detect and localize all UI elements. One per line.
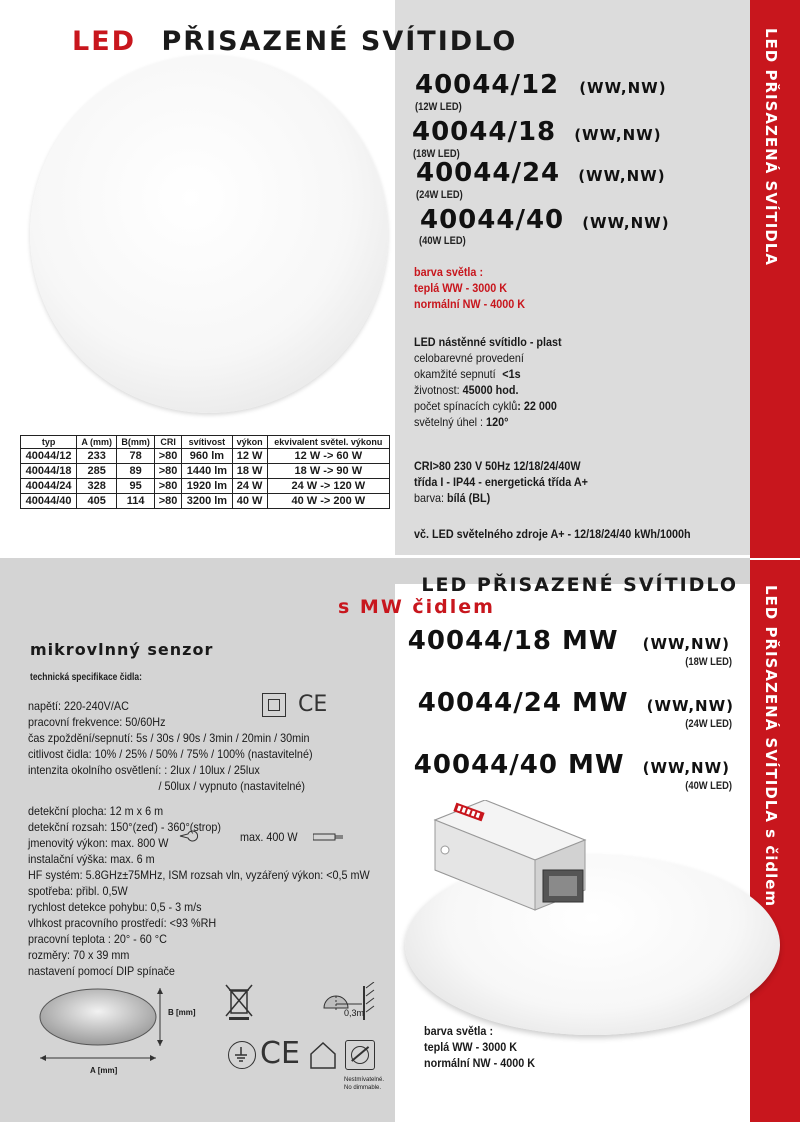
title-led: LED xyxy=(72,26,137,57)
sensor-spec-list xyxy=(28,698,408,979)
spec-line: instalační výška: max. 6 m xyxy=(28,852,155,866)
description-line: okamžité sepnutí <1s xyxy=(414,367,521,381)
model-power: (40W LED) xyxy=(685,780,732,792)
table-row: 40044/24 328 95 >80 1920 lm 24 W 24 W -> 120 W xyxy=(21,479,390,494)
color-temp-heading: barva světla : xyxy=(424,1024,494,1038)
model-power: (12W LED) xyxy=(415,101,462,113)
description-line: počet spínacích cyklů: 22 000 xyxy=(414,399,557,413)
table-header: výkon xyxy=(232,436,267,449)
model-power: (18W LED) xyxy=(685,656,732,668)
table-header: svítivost xyxy=(182,436,232,449)
spec-line: HF systém: 5.8GHz±75MHz, ISM rozsah vln, vyzářený výkon: <0,5 mW xyxy=(28,868,370,882)
dim-b-label: B [mm] xyxy=(168,1008,196,1017)
model-row xyxy=(416,158,666,188)
spec-line: napětí: 220-240V/AC xyxy=(28,699,129,713)
spec-line: rozměry: 70 x 39 mm xyxy=(28,948,130,962)
color-temp-heading: barva světla : xyxy=(414,265,484,279)
tech-line: CRI>80 230 V 50Hz 12/18/24/40W xyxy=(414,459,581,473)
bottom-title-sub: s MW čidlem xyxy=(338,596,495,618)
model-variant: (WW,NW) xyxy=(642,759,730,777)
spec-spacer xyxy=(28,794,370,803)
model-code: 40044/24 xyxy=(416,158,561,188)
bottom-color-temp-block xyxy=(424,1023,547,1071)
description-heading: LED nástěnné svítidlo - plast xyxy=(414,335,562,349)
color-temp-block xyxy=(414,264,537,312)
tech-line: barva: bílá (BL) xyxy=(414,491,491,505)
model-power: (40W LED) xyxy=(419,235,466,247)
spec-line: detekční plocha: 12 m x 6 m xyxy=(28,804,164,818)
description-line: světelný úhel : 120° xyxy=(414,415,509,429)
color-temp-neutral: normální NW - 4000 K xyxy=(424,1056,536,1070)
sensor-title: mikrovlnný senzor xyxy=(30,640,214,659)
tech-line: třída I - IP44 - energetická třída A+ xyxy=(414,475,588,489)
table-row: 40044/18 285 89 >80 1440 lm 18 W 18 W -> 90 W xyxy=(21,464,390,479)
ce-mark-icon: CE xyxy=(260,1036,300,1071)
model-variant: (WW,NW) xyxy=(574,126,662,144)
spec-line: pracovní teplota : 20° - 60 °C xyxy=(28,932,167,946)
energy-label: vč. LED světelného zdroje A+ - 12/18/24/40 kWh/1000h xyxy=(414,527,691,541)
table-header: B(mm) xyxy=(117,436,155,449)
distance-label: 0,3m xyxy=(344,1008,365,1018)
table-header: typ xyxy=(21,436,77,449)
model-row xyxy=(414,750,730,780)
table-header: ekvivalent světel. výkonu xyxy=(267,436,389,449)
tech-block xyxy=(414,458,607,506)
spec-line: intenzita okolního osvětlení: : 2lux / 10lux / 25lux xyxy=(28,763,260,777)
spec-line: rychlost detekce pohybu: 0,5 - 3 m/s xyxy=(28,900,202,914)
model-code: 40044/12 xyxy=(415,70,560,100)
description-block xyxy=(414,334,578,430)
color-temp-warm: teplá WW - 3000 K xyxy=(414,281,508,295)
spec-line: nastavení pomocí DIP spínače xyxy=(28,964,175,978)
sensor-subtitle: technická specifikace čidla: xyxy=(30,672,142,683)
model-power: (24W LED) xyxy=(416,189,463,201)
model-variant: (WW,NW) xyxy=(579,79,667,97)
weee-bin-icon xyxy=(225,983,253,1021)
model-code: 40044/40 xyxy=(420,205,565,235)
model-row xyxy=(418,688,734,718)
earth-symbol-icon xyxy=(231,1044,251,1064)
description-line: celobarevné provedení xyxy=(414,351,524,365)
led-tube-icon xyxy=(313,832,345,842)
ceiling-lamp-image xyxy=(30,55,388,413)
model-code: 40044/18 MW xyxy=(407,626,619,656)
model-code: 40044/18 xyxy=(412,117,557,147)
model-row xyxy=(420,205,670,235)
max-led-label: max. 400 W xyxy=(240,830,298,844)
table-row: 40044/40 405 114 >80 3200 lm 40 W 40 W -> 200 W xyxy=(21,494,390,509)
spec-table-wrap xyxy=(20,435,390,509)
spec-line: čas zpoždění/sepnutí: 5s / 30s / 90s / 3min / 20min / 30min xyxy=(28,731,310,745)
model-variant: (WW,NW) xyxy=(578,167,666,185)
model-row xyxy=(412,117,662,147)
indoor-use-icon xyxy=(308,1040,338,1070)
model-power: (24W LED) xyxy=(685,718,732,730)
color-temp-neutral: normální NW - 4000 K xyxy=(414,297,526,311)
model-variant: (WW,NW) xyxy=(646,697,734,715)
non-dimmable-icon xyxy=(345,1040,375,1070)
spec-line: vlhkost pracovního prostředí: <93 %RH xyxy=(28,916,217,930)
top-side-label: LED PŘISAZENÁ SVÍTIDLA xyxy=(762,28,780,266)
spec-line: pracovní frekvence: 50/60Hz xyxy=(28,715,166,729)
sensor-module-front xyxy=(425,800,595,950)
table-row: 40044/12 233 78 >80 960 lm 12 W 12 W -> 60 W xyxy=(21,449,390,464)
bottom-title: LED PŘISAZENÉ SVÍTIDLO xyxy=(421,574,738,596)
spec-line: jmenovitý výkon: max. 800 W xyxy=(28,836,169,850)
model-code: 40044/24 MW xyxy=(417,688,629,718)
model-row xyxy=(415,70,667,100)
model-variant: (WW,NW) xyxy=(582,214,670,232)
table-header: A (mm) xyxy=(77,436,117,449)
spec-line: detekční rozsah: 150°(zeď) - 360°(strop) xyxy=(28,820,221,834)
model-power: (18W LED) xyxy=(413,148,460,160)
table-header: CRI xyxy=(154,436,181,449)
dim-a-label: A [mm] xyxy=(90,1066,118,1075)
class-ii-icon xyxy=(262,693,286,717)
spec-line: spotřeba: přibl. 0,5W xyxy=(28,884,128,898)
model-code: 40044/40 MW xyxy=(413,750,625,780)
table-header-row xyxy=(21,436,390,449)
color-temp-warm: teplá WW - 3000 K xyxy=(424,1040,518,1054)
dimmable-note: Nestmívatelné. No dimmable. xyxy=(344,1077,385,1091)
dimension-drawing xyxy=(30,980,210,1075)
ce-mark-icon: CE xyxy=(298,692,328,717)
spec-line: / 50lux / vypnuto (nastavitelné) xyxy=(158,779,305,793)
spec-line: citlivost čidla: 10% / 25% / 50% / 75% / 100% (nastavitelné) xyxy=(28,747,313,761)
model-row xyxy=(408,626,730,656)
top-title xyxy=(72,26,517,57)
model-variant: (WW,NW) xyxy=(642,635,730,653)
description-line: životnost: 45000 hod. xyxy=(414,383,519,397)
bulb-icon xyxy=(178,830,204,842)
bottom-side-label: LED PŘISAZENÁ SVÍTIDLA s čidlem xyxy=(762,585,780,908)
title-main: PŘISAZENÉ SVÍTIDLO xyxy=(161,26,518,57)
spec-table xyxy=(20,435,390,509)
